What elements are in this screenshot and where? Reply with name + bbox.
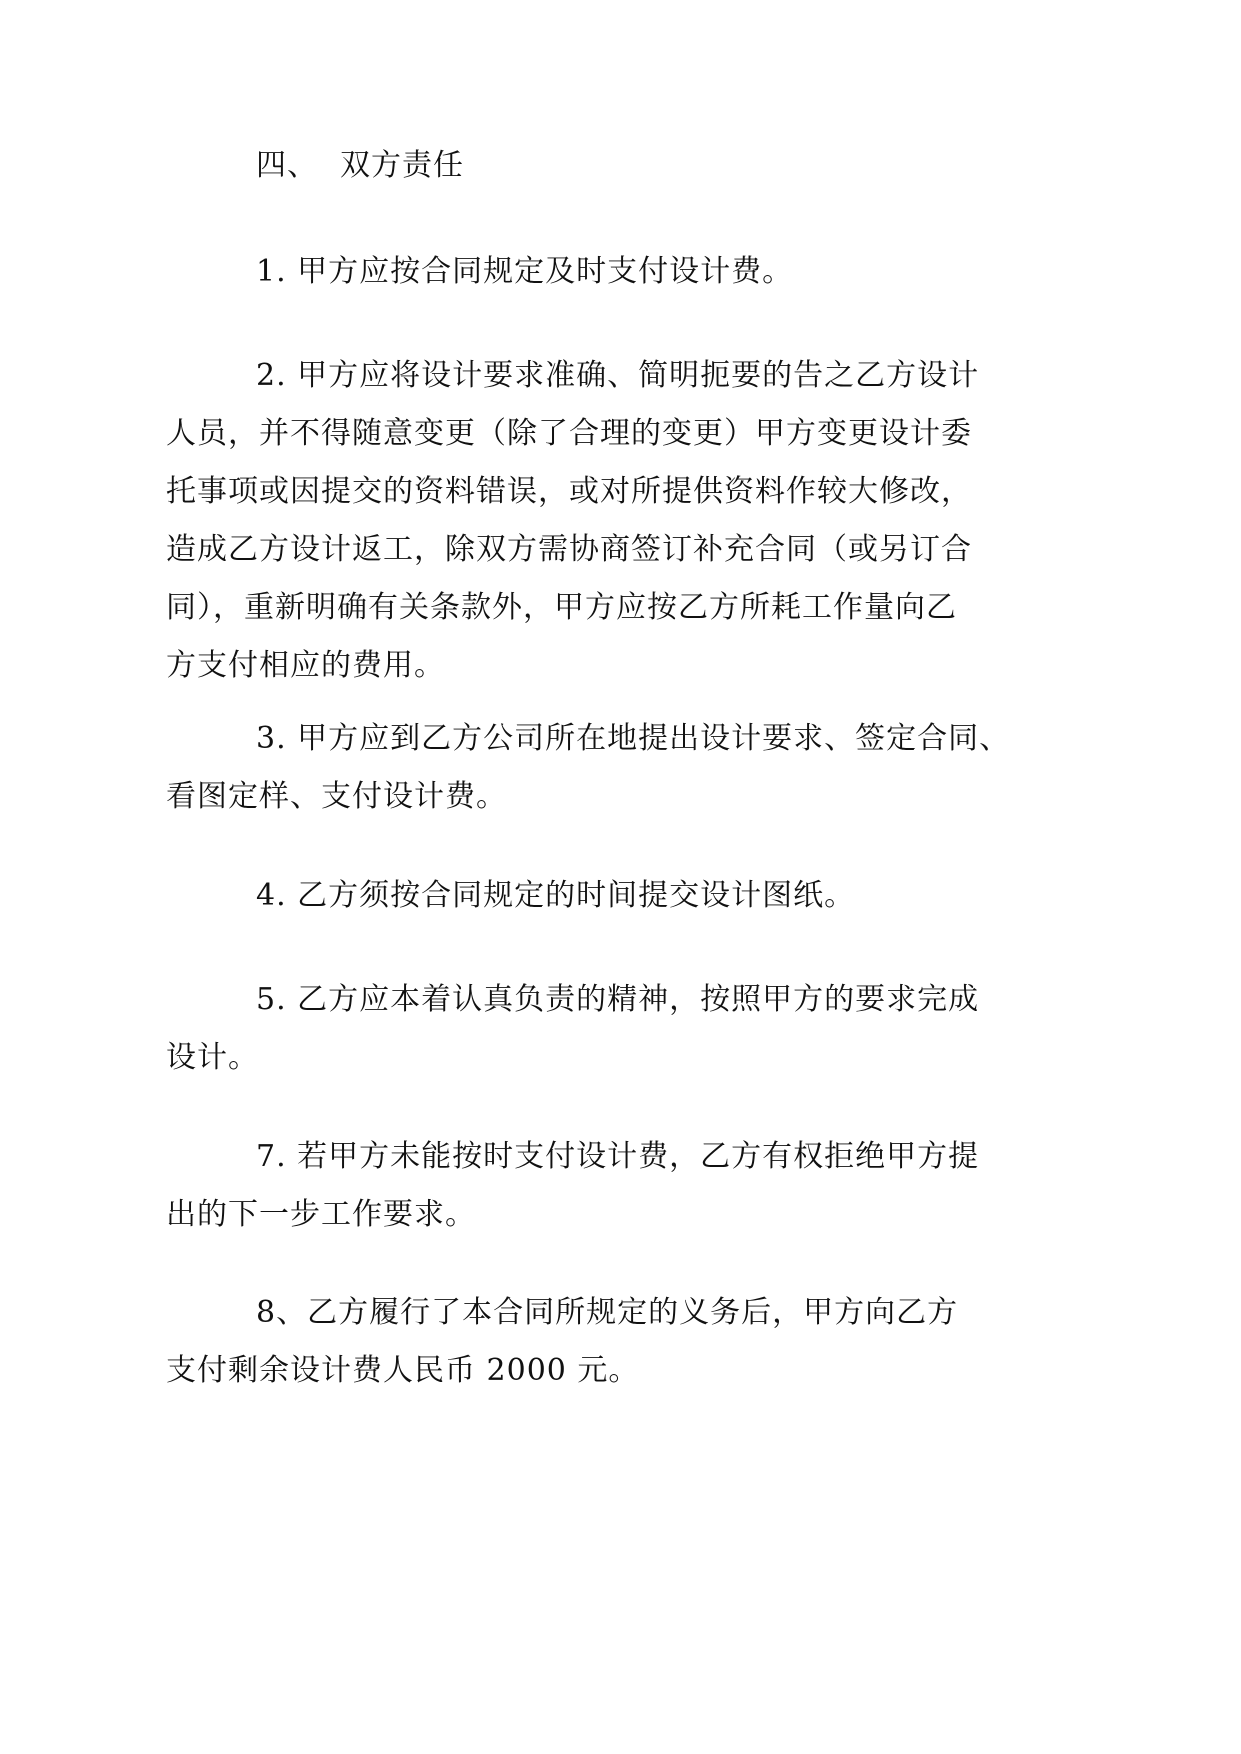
paragraph-5 xyxy=(166,971,980,1087)
paragraph-line: 8、乙方履行了本合同所规定的义务后，甲方向乙方 xyxy=(256,1295,959,1330)
paragraph-line: 看图定样、支付设计费。 xyxy=(166,779,507,814)
paragraph-line: 支付剩余设计费人民币 2000 元。 xyxy=(166,1353,640,1388)
paragraph-line: 出的下一步工作要求。 xyxy=(166,1197,476,1232)
paragraph-line: 7. 若甲方未能按时支付设计费，乙方有权拒绝甲方提 xyxy=(256,1139,980,1174)
paragraph-line: 4. 乙方须按合同规定的时间提交设计图纸。 xyxy=(256,878,856,913)
paragraph-line: 方支付相应的费用。 xyxy=(166,648,445,683)
paragraph-1 xyxy=(166,243,942,301)
paragraph-3 xyxy=(166,710,1011,826)
paragraph-8 xyxy=(166,1284,959,1400)
paragraph-2 xyxy=(166,347,980,695)
paragraph-7 xyxy=(166,1128,980,1244)
paragraph-line: 人员，并不得随意变更（除了合理的变更）甲方变更设计委 xyxy=(166,416,972,451)
paragraph-line: 造成乙方设计返工，除双方需协商签订补充合同（或另订合 xyxy=(166,532,972,567)
paragraph-line: 2. 甲方应将设计要求准确、简明扼要的告之乙方设计 xyxy=(256,358,980,393)
paragraph-line: 托事项或因提交的资料错误，或对所提供资料作较大修改， xyxy=(166,474,972,509)
section-title: 双方责任 xyxy=(340,148,464,183)
paragraph-4 xyxy=(166,867,942,925)
paragraph-line: 5. 乙方应本着认真负责的精神，按照甲方的要求完成 xyxy=(256,982,980,1017)
paragraph-line: 3. 甲方应到乙方公司所在地提出设计要求、签定合同、 xyxy=(256,721,1011,756)
section-number: 四、 xyxy=(256,148,318,183)
paragraph-line: 同），重新明确有关条款外，甲方应按乙方所耗工作量向乙 xyxy=(166,590,957,625)
section-heading xyxy=(166,137,942,195)
paragraph-line: 1. 甲方应按合同规定及时支付设计费。 xyxy=(256,254,794,289)
paragraph-line: 设计。 xyxy=(166,1040,259,1075)
